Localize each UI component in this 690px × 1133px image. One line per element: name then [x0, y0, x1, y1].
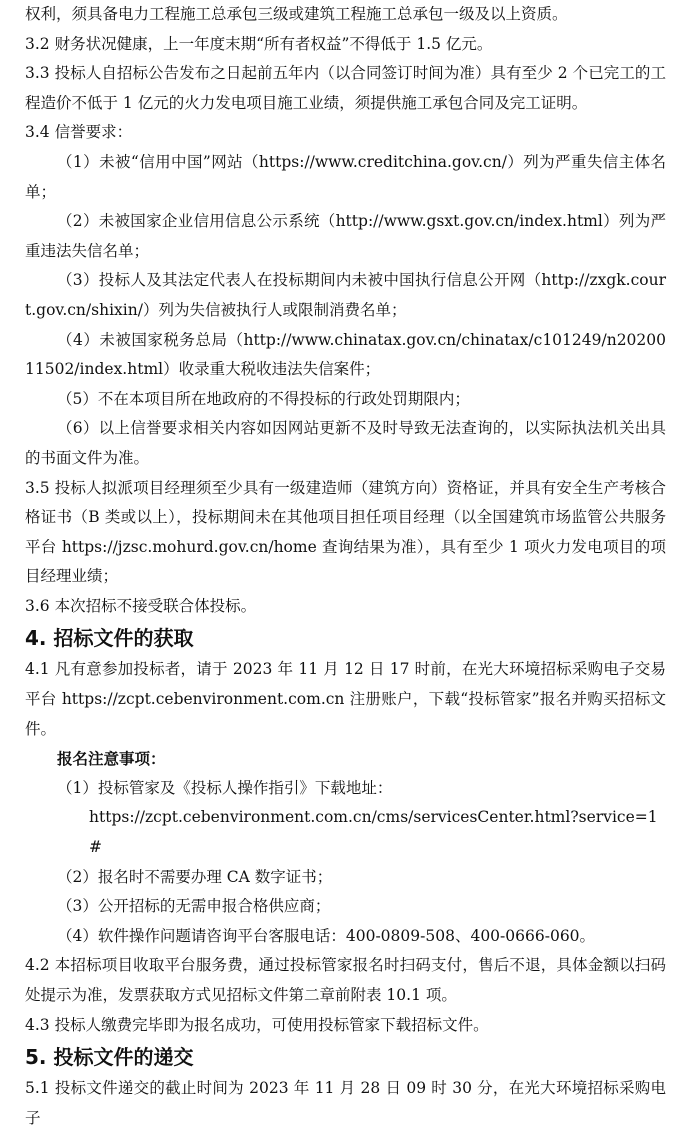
paragraph-qualification-tail: 权利，须具备电力工程施工总承包三级或建筑工程施工总承包一级及以上资质。: [25, 5, 568, 23]
registration-note-1: （1）投标管家及《投标人操作指引》下载地址：: [57, 778, 393, 797]
paragraph-3-6: 3.6 本次招标不接受联合体投标。: [25, 596, 257, 615]
paragraph-4-1: 4.1 凡有意参加投标者，请于 2023 年 11 月 12 日 17 时前，在光大环境招标采购电子交易平台 https://zcpt.cebenvironment.com.cn 注册账户，下载“投标管家”报名并购买招标文件。: [25, 660, 666, 738]
credit-item-4: （4）未被国家税务总局（http://www.chinatax.gov.cn/chinatax/c101249/n2020011502/index.html）收录重大税收违法失信案件；: [25, 330, 666, 379]
paragraph-3-3: 3.3 投标人自招标公告发布之日起前五年内（以合同签订时间为准）具有至少 2 个已完工的工程造价不低于 1 亿元的火力发电项目施工业绩，须提供施工承包合同及完工证明。: [25, 64, 666, 112]
registration-note-4: （4）软件操作问题请咨询平台客服电话：400-0809-508、400-0666-060。: [57, 926, 596, 945]
section-heading-4: 4. 招标文件的获取: [25, 626, 194, 651]
paragraph-3-2: 3.2 财务状况健康，上一年度末期“所有者权益”不得低于 1.5 亿元。: [25, 34, 493, 53]
download-url: https://zcpt.cebenvironment.com.cn/cms/servicesCenter.html?service=1#: [89, 808, 658, 857]
paragraph-5-1: 5.1 投标文件递交的截止时间为 2023 年 11 月 28 日 09 时 30 分，在光大环境招标采购电子: [25, 1079, 666, 1127]
credit-item-6: （6）以上信誉要求相关内容如因网站更新不及时导致无法查询的，以实际执法机关出具的书面文件为准。: [25, 419, 666, 467]
credit-item-5: （5）不在本项目所在地政府的不得投标的行政处罚期限内；: [57, 389, 470, 408]
credit-item-3: （3）投标人及其法定代表人在投标期间内未被中国执行信息公开网（http://zxgk.court.gov.cn/shixin/）列为失信被执行人或限制消费名单；: [25, 271, 666, 319]
paragraph-4-3: 4.3 投标人缴费完毕即为报名成功，可使用投标管家下载招标文件。: [25, 1015, 489, 1034]
credit-item-1: （1）未被“信用中国”网站（https://www.creditchina.gov.cn/）列为严重失信主体名单；: [25, 152, 666, 201]
paragraph-3-5: 3.5 投标人拟派项目经理须至少具有一级建造师（建筑方向）资格证，并具有安全生产考核合格证书（B 类或以上），投标期间未在其他项目担任项目经理（以全国建筑市场监管公共服务平台 https://jzsc.mohurd.gov.cn/home 查询结果为准），具有至少 1 项火力发电项目的项目经理业绩；: [25, 478, 666, 586]
registration-note-2: （2）报名时不需要办理 CA 数字证书；: [57, 867, 333, 886]
registration-note-3: （3）公开招标的无需申报合格供应商；: [57, 897, 331, 916]
paragraph-4-2: 4.2 本招标项目收取平台服务费，通过投标管家报名时扫码支付，售后不退，具体金额以扫码处提示为准，发票获取方式见招标文件第二章前附表 10.1 项。: [25, 956, 666, 1004]
section-heading-5: 5. 投标文件的递交: [25, 1045, 194, 1070]
credit-item-2: （2）未被国家企业信用信息公示系统（http://www.gsxt.gov.cn/index.html）列为严重违法失信名单；: [25, 212, 666, 260]
paragraph-3-4: 3.4 信誉要求：: [25, 123, 133, 142]
registration-notes-title: 报名注意事项：: [57, 749, 166, 769]
